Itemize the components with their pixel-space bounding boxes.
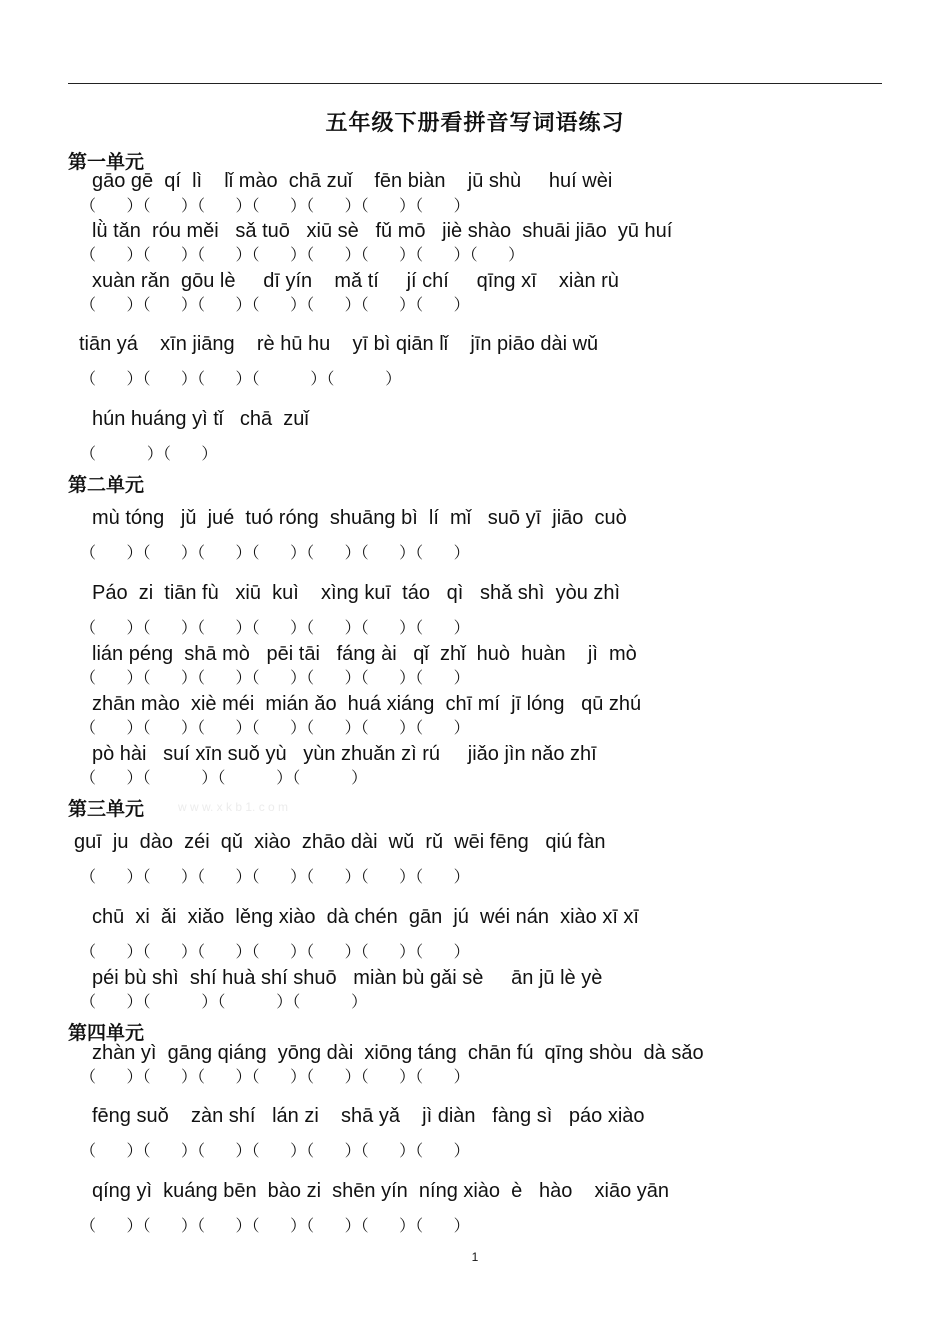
- page-title: 五年级下册看拼音写词语练习: [325, 111, 625, 136]
- answer-parens: （ ）（ ）: [80, 444, 218, 463]
- pinyin-line: zhān mào xiè méi mián ǎo huá xiáng chī mí jī lóng qū zhú: [92, 693, 642, 715]
- answer-parens: （ ）（ ）（ ）（ ）（ ）: [80, 369, 402, 388]
- unit-heading: 第三单元: [68, 798, 145, 820]
- pinyin-line: hún huáng yì tǐ chā zuǐ: [92, 408, 309, 430]
- answer-parens: （ ）（ ）（ ）（ ）（ ）（ ）（ ）: [80, 942, 470, 961]
- pinyin-line: fēng suǒ zàn shí lán zi shā yǎ jì diàn fàng sì páo xiào: [92, 1105, 645, 1127]
- answer-parens: （ ）（ ）（ ）（ ）: [80, 768, 368, 787]
- answer-parens: （ ）（ ）（ ）（ ）（ ）（ ）（ ）: [80, 668, 470, 687]
- pinyin-line: guī ju dào zéi qǔ xiào zhāo dài wǔ rǔ wēi fēng qiú fàn: [74, 831, 606, 853]
- pinyin-line: lián péng shā mò pēi tāi fáng ài qǐ zhǐ huò huàn jì mò: [92, 643, 637, 665]
- pinyin-line: pò hài suí xīn suǒ yù yùn zhuǎn zì rú jiǎo jìn nǎo zhī: [92, 743, 597, 765]
- unit-heading: 第四单元: [68, 1022, 145, 1044]
- page-number: 1: [471, 1250, 479, 1264]
- pinyin-line: tiān yá xīn jiāng rè hū hu yī bì qiān lǐ jīn piāo dài wǔ: [79, 333, 599, 355]
- pinyin-line: qíng yì kuáng bēn bào zi shēn yín níng xiào è hào xiāo yān: [92, 1180, 670, 1202]
- answer-parens: （ ）（ ）（ ）（ ）: [80, 992, 368, 1011]
- answer-parens: （ ）（ ）（ ）（ ）（ ）（ ）（ ）: [80, 867, 470, 886]
- answer-parens: （ ）（ ）（ ）（ ）（ ）（ ）（ ）: [80, 1141, 470, 1160]
- answer-parens: （ ）（ ）（ ）（ ）（ ）（ ）（ ）（ ）: [80, 245, 525, 264]
- answer-parens: （ ）（ ）（ ）（ ）（ ）（ ）（ ）: [80, 196, 470, 215]
- answer-parens: （ ）（ ）（ ）（ ）（ ）（ ）（ ）: [80, 1216, 470, 1235]
- pinyin-line: xuàn rǎn gōu lè dī yín mǎ tí jí chí qīng xī xiàn rù: [92, 270, 619, 292]
- pinyin-line: mù tóng jǔ jué tuó róng shuāng bì lí mǐ suō yī jiāo cuò: [92, 507, 627, 529]
- pinyin-line: péi bù shì shí huà shí shuō miàn bù gǎi sè ān jū lè yè: [92, 967, 603, 989]
- answer-parens: （ ）（ ）（ ）（ ）（ ）（ ）（ ）: [80, 618, 470, 637]
- pinyin-line: Páo zi tiān fù xiū kuì xìng kuī táo qì shǎ shì yòu zhì: [92, 582, 621, 604]
- answer-parens: （ ）（ ）（ ）（ ）（ ）（ ）（ ）: [80, 295, 470, 314]
- pinyin-line: zhàn yì gāng qiáng yōng dài xiōng táng chān fú qīng shòu dà sǎo: [92, 1042, 704, 1064]
- pinyin-line: lǜ tǎn róu měi sǎ tuō xiū sè fǔ mō jiè shào shuāi jiāo yū huí: [92, 220, 673, 242]
- answer-parens: （ ）（ ）（ ）（ ）（ ）（ ）（ ）: [80, 543, 470, 562]
- answer-parens: （ ）（ ）（ ）（ ）（ ）（ ）（ ）: [80, 718, 470, 737]
- watermark: w w w. x k b 1. c o m: [178, 800, 289, 814]
- top-rule: [68, 83, 882, 84]
- pinyin-line: chū xi ǎi xiǎo lěng xiào dà chén gān jú wéi nán xiào xī xī: [92, 906, 639, 928]
- unit-heading: 第二单元: [68, 474, 145, 496]
- pinyin-line: gāo gē qí lì lǐ mào chā zuǐ fēn biàn jū shù huí wèi: [92, 170, 613, 192]
- answer-parens: （ ）（ ）（ ）（ ）（ ）（ ）（ ）: [80, 1067, 470, 1086]
- unit-heading: 第一单元: [68, 151, 145, 173]
